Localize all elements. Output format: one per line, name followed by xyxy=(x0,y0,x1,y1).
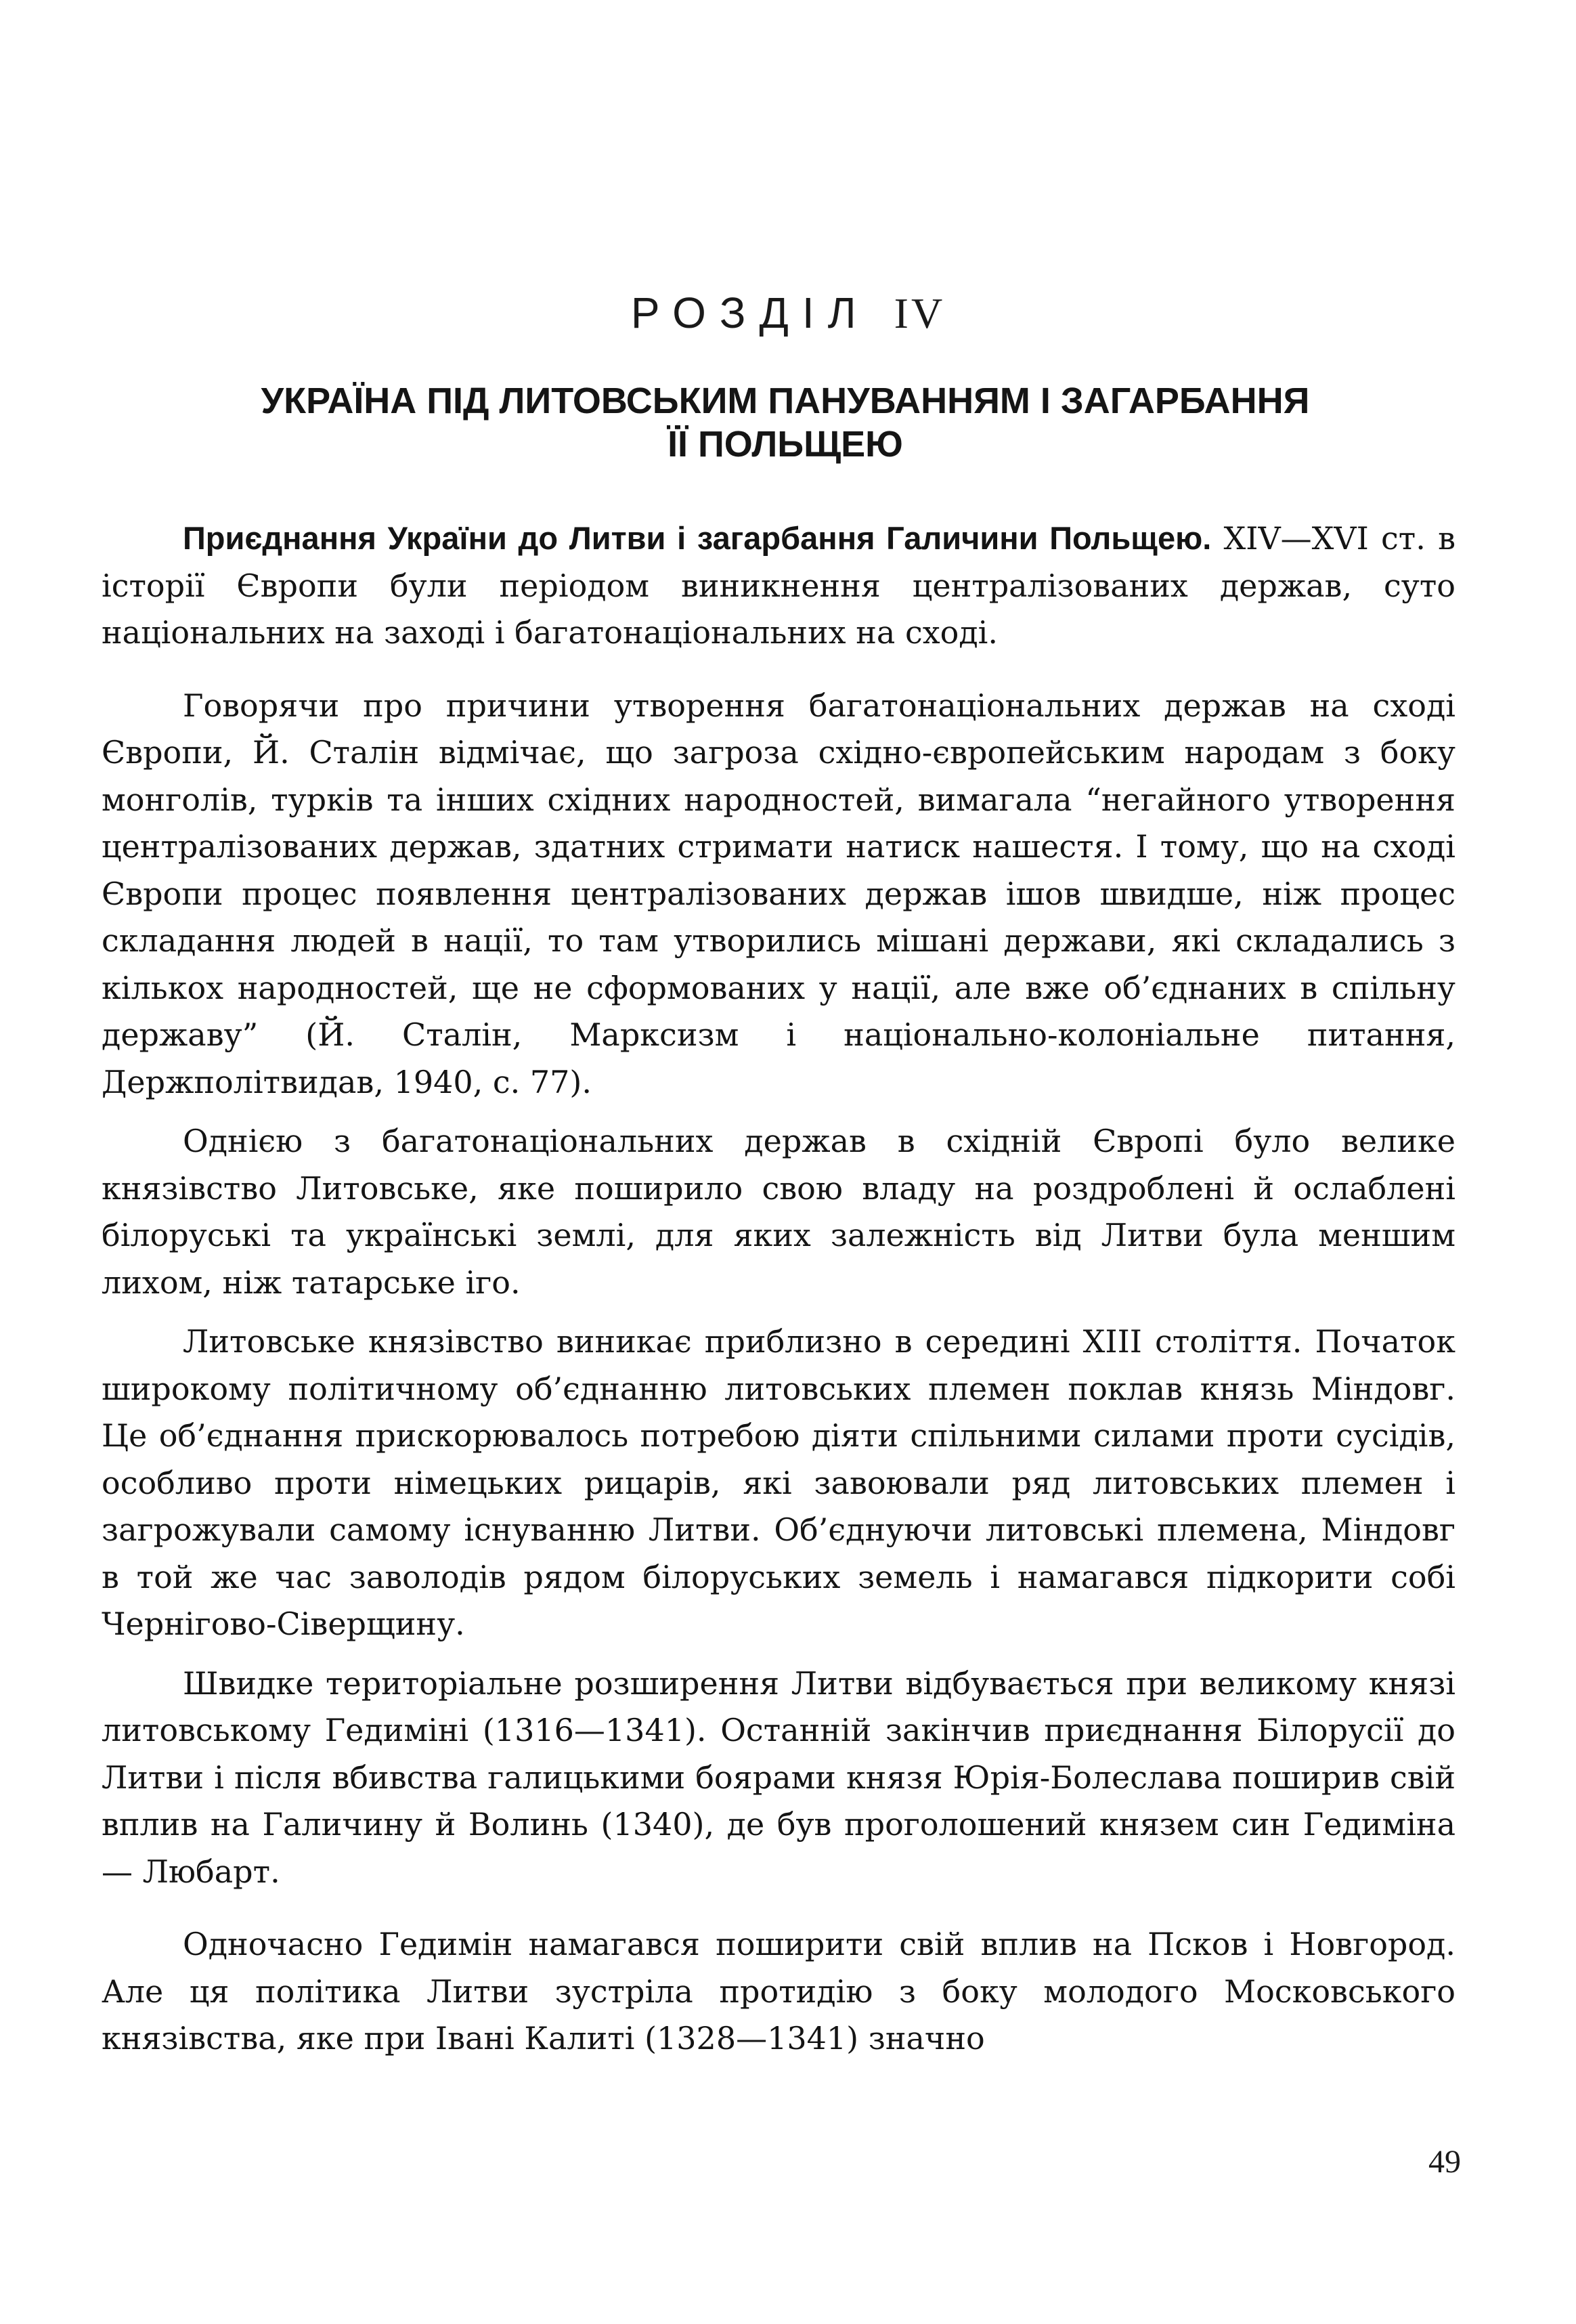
paragraph-1 xyxy=(102,515,1455,657)
paragraph-1-text: XIV—XVI ст. в історії Європи були періодом виникнення централізованих держав, суто національних на заході і багатонаціональних на сході. xyxy=(102,520,1455,651)
chapter-word: РОЗДІЛ xyxy=(630,288,870,337)
chapter-title-line-2: ЇЇ ПОЛЬЩЕЮ xyxy=(667,424,903,465)
section-lead-heading: Приєднання України до Литви і загарбання Галичини Польщею. xyxy=(183,520,1212,556)
chapter-title xyxy=(142,379,1428,466)
paragraph-2: Говорячи про причини утворення багатонаціональних держав на сході Європи, Й. Сталін відмічає, що загроза східно-європейським народам з боку монголів, турків та інших східних народностей, вимагала “негайного утворення централізованих держав, здатних стримати натиск нашестя. І тому, що на сході Європи процес появлення централізованих держав ішов швидше, ніж процес складання людей в нації, то там утворились мішані держави, які складались з кількох народностей, ще не сформованих у нації, але вже об’єднаних в спільну державу” (Й. Сталін, Марксизм і національно-колоніальне питання, Держполітвидав, 1940, с. 77). xyxy=(102,687,1455,1100)
chapter-heading xyxy=(0,288,1576,339)
page-number: 49 xyxy=(1428,2144,1461,2180)
paragraph-4: Литовське князівство виникає приблизно в середині XIII століття. Початок широкому політичному об’єднанню литовських племен поклав князь Міндовг. Це об’єднання прискорювалось потребою діяти спільними силами проти сусідів, особливо проти німецьких рицарів, які завоювали ряд литовських племен і загрожували самому існуванню Литви. Об’єднуючи литовські племена, Міндовг в той же час заволодів рядом білоруських земель і намагався підкорити собі Чернігово-Сіверщину. xyxy=(102,1323,1455,1642)
paragraph-6: Одночасно Гедимін намагався поширити свій вплив на Псков і Новгород. Але ця політика Литви зустріла протидію з боку молодого Московського князівства, яке при Івані Калиті (1328—1341) значно xyxy=(102,1926,1455,2057)
paragraph-5: Швидке територіальне розширення Литви відбувається при великому князі литовському Гедиміні (1316—1341). Останній закінчив приєднання Білорусії до Литви і після вбивства галицькими боярами князя Юрія-Болеслава поширив свій вплив на Галичину й Волинь (1340), де був проголошений князем син Гедиміна — Любарт. xyxy=(102,1664,1455,1890)
paragraph-3: Однією з багатонаціональних держав в східній Європі було велике князівство Литовське, яке поширило свою владу на роздроблені й ослаблені білоруські та українські землі, для яких залежність від Литви була меншим лихом, ніж татарське іго. xyxy=(102,1123,1455,1301)
chapter-title-line-1: УКРАЇНА ПІД ЛИТОВСЬКИМ ПАНУВАННЯМ І ЗАГАРБАННЯ xyxy=(261,381,1310,421)
body-text xyxy=(102,515,1455,2063)
chapter-number: IV xyxy=(894,289,946,337)
